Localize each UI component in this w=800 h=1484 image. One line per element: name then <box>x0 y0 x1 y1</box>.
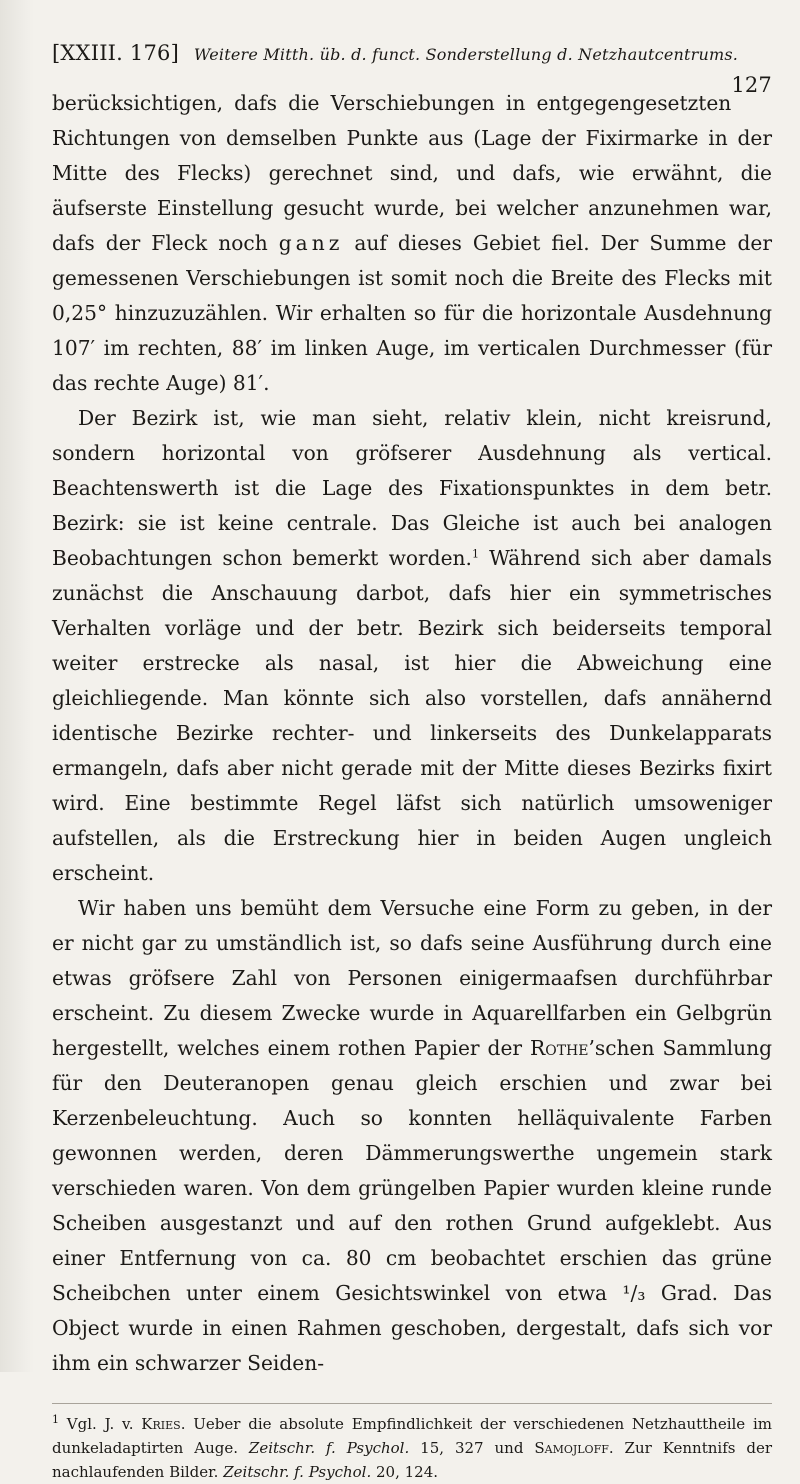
text-segment: . Zur Kenntnifs der nachlaufenden Bilder. <box>52 1439 773 1481</box>
running-header <box>52 38 772 97</box>
paragraph <box>52 86 772 401</box>
text-segment: Zeitschr. f. Psychol. <box>223 1463 372 1481</box>
text-segment: . Ueber die absolute Empfindlichkeit der verschiedenen Netzhauttheile im dunkeladaptirten Auge. <box>52 1415 772 1457</box>
page-number: 127 <box>731 73 772 97</box>
footnote <box>52 1403 772 1484</box>
body-text <box>52 86 772 1381</box>
running-title: Weitere Mitth. üb. d. funct. Sonderstellung d. Netzhautcentrums. <box>193 45 739 64</box>
paragraph <box>52 891 772 1381</box>
paragraph <box>52 401 772 891</box>
text-segment: ganz <box>278 231 344 255</box>
text-segment: 20, 124. <box>371 1463 439 1481</box>
text-segment: Der Bezirk ist, wie man sieht, relativ klein, nicht kreisrund, sondern horizontal von gröfserer Ausdehnung als vertical. Beachtenswerth ist die Lage des Fixationspunktes in dem betr. Bezirk: sie ist keine centrale. Das Gleiche ist auch bei analogen Beobachtungen schon bemerkt worden. <box>52 406 772 570</box>
footnote-text <box>52 1415 772 1481</box>
text-segment: Rothe <box>530 1036 589 1060</box>
page-binding-shadow <box>0 0 34 1372</box>
volume-reference: [XXIII. 176] <box>52 41 180 65</box>
text-segment: 15, 327 und <box>409 1439 535 1457</box>
text-segment: Während sich aber damals zunächst die Anschauung darbot, dafs hier ein symmetrisches Verhalten vorläge und der betr. Bezirk sich beiderseits temporal weiter erstrecke als nasal, ist hier die Abweichung eine gleichliegende. Man könnte sich also vorstellen, dafs annähernd identische Bezirke rechter- und linkerseits des Dunkelapparats ermangeln, dafs aber nicht gerade mit der Mitte dieses Bezirks fixirt wird. Eine bestimmte Regel läfst sich natürlich umsoweniger aufstellen, als die Erstreckung hier in beiden Augen ungleich erscheint. <box>52 546 772 885</box>
footnote-reference: 1 <box>471 547 479 561</box>
text-segment: Samojloff <box>534 1439 609 1457</box>
text-segment: Zeitschr. f. Psychol. <box>248 1439 410 1457</box>
book-page <box>52 38 772 1484</box>
text-segment: Kries <box>141 1415 181 1433</box>
text-segment: berücksichtigen, dafs die Verschiebungen in entgegengesetzten Richtungen von demselben Punkte aus (Lage der Fixirmarke in der Mitte des Flecks) gerechnet sind, und dafs, wie erwähnt, die äufserste Einstellung gesucht wurde, bei welcher anzunehmen war, dafs der Fleck noch <box>52 91 772 255</box>
text-segment: Wir haben uns bemüht dem Versuche eine Form zu geben, in der er nicht gar zu umständlich ist, so dafs seine Ausführung durch eine etwas gröfsere Zahl von Personen einigermaafsen durchführbar erscheint. Zu diesem Zwecke wurde in Aquarellfarben ein Gelbgrün hergestellt, welches einem rothen Papier der <box>52 896 772 1060</box>
text-segment: ’schen Sammlung für den Deuteranopen genau gleich erschien und zwar bei Kerzenbeleuchtung. Auch so konnten helläquivalente Farben gewonnen werden, deren Dämmerungswerthe ungemein stark verschieden waren. Von dem grüngelben Papier wurden kleine runde Scheiben ausgestanzt und auf den rothen Grund aufgeklebt. Aus einer Entfernung von ca. 80 cm beobachtet erschien das grüne Scheibchen unter einem Gesichtswinkel von etwa ¹/₃ Grad. Das Object wurde in einen Rahmen geschoben, dergestalt, dafs sich vor ihm ein schwarzer Seiden- <box>52 1036 773 1375</box>
footnote-marker: 1 <box>52 1413 59 1426</box>
text-segment: auf dieses Gebiet fiel. Der Summe der gemessenen Verschiebungen ist somit noch die Breite des Flecks mit 0,25° hinzuzuzählen. Wir erhalten so für die horizontale Ausdehnung 107′ im rechten, 88′ im linken Auge, im verticalen Durchmesser (für das rechte Auge) 81′. <box>52 231 773 395</box>
text-segment: Vgl. J. v. <box>59 1415 142 1433</box>
